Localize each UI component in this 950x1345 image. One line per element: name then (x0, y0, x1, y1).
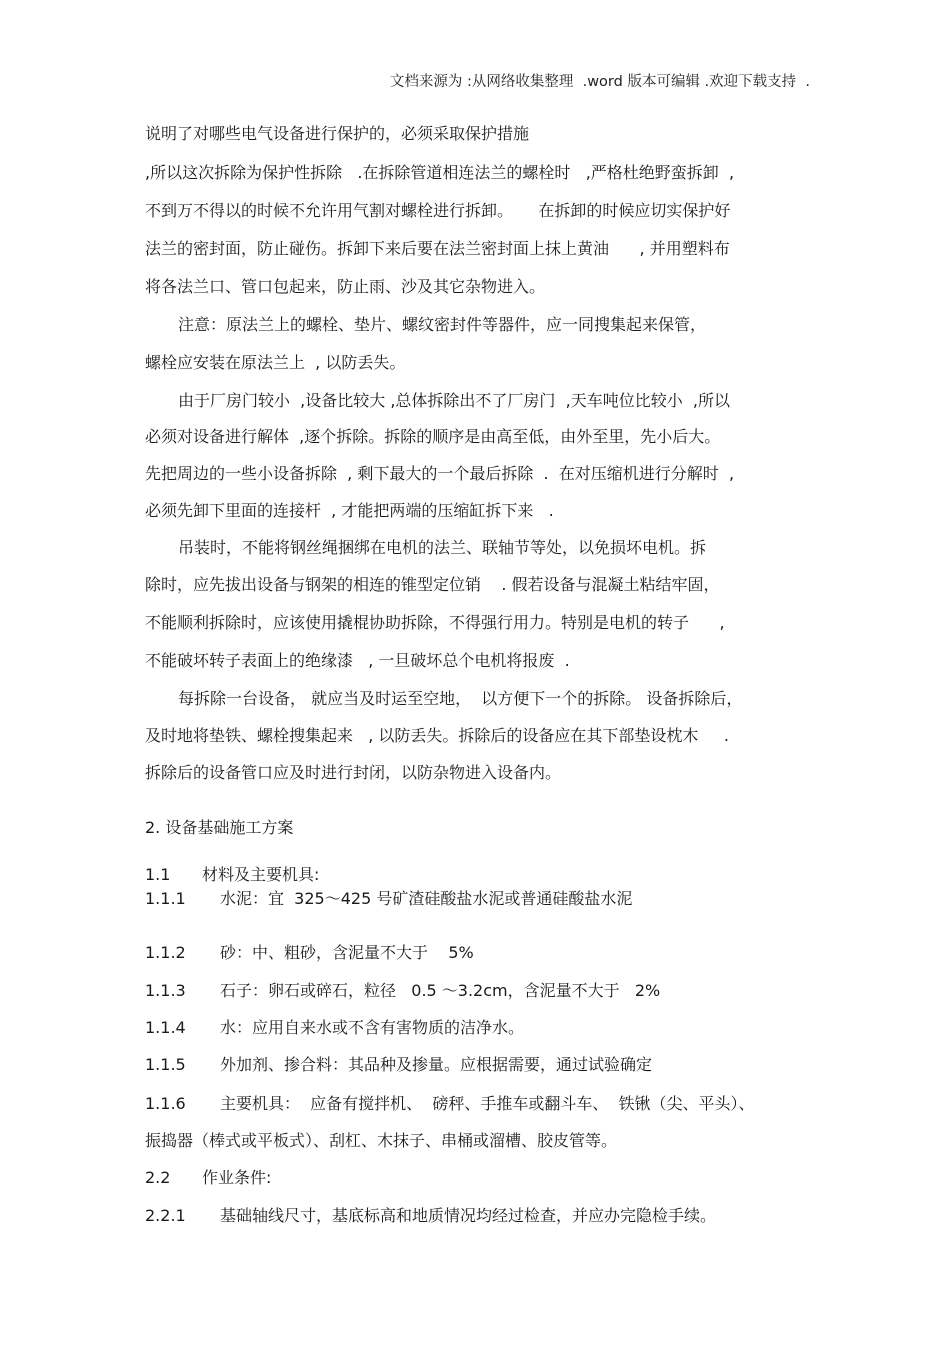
paragraph-line: 必须对设备进行解体 ,逐个拆除。拆除的顺序是由高至低，由外至里，先小后大。 (145, 427, 721, 446)
item-text: 基础轴线尺寸，基底标高和地质情况均经过检查，并应办完隐检手续。 (220, 1206, 717, 1225)
paragraph-line: 拆除后的设备管口应及时进行封闭，以防杂物进入设备内。 (145, 763, 562, 782)
paragraph-line: 将各法兰口、管口包起来，防止雨、沙及其它杂物进入。 (145, 277, 546, 296)
item-number: 1.1.2 (145, 943, 186, 962)
item-number: 1.1 (145, 865, 171, 884)
paragraph-line: 及时地将垫铁、螺栓搜集起来 , 以防丢失。拆除后的设备应在其下部垫设枕木 . (145, 726, 729, 745)
item-number: 1.1.3 (145, 981, 186, 1000)
item-text: 振捣器（棒式或平板式）、刮杠、木抹子、串桶或溜槽、胶皮管等。 (145, 1131, 618, 1150)
paragraph-line: 不能破坏转子表面上的绝缘漆 , 一旦破坏总个电机将报废 . (145, 651, 570, 670)
paragraph-line: 由于厂房门较小 ,设备比较大 ,总体拆除出不了厂房门 ,天车吨位比较小 ,所以 (178, 391, 730, 410)
paragraph-line: 不到万不得以的时候不允许用气割对螺栓进行拆卸。 在拆卸的时候应切实保护好 (145, 201, 731, 220)
paragraph-line: 必须先卸下里面的连接杆 , 才能把两端的压缩缸拆下来 . (145, 501, 554, 520)
paragraph-line: 螺栓应安装在原法兰上 , 以防丢失。 (145, 353, 406, 372)
item-text: 水泥：宜 325～425 号矿渣硅酸盐水泥或普通硅酸盐水泥 (220, 889, 633, 908)
item-number: 1.1.6 (145, 1094, 186, 1113)
item-number: 2.2 (145, 1168, 171, 1187)
item-text: 石子：卵石或碎石，粒径 0.5 ～3.2cm，含泥量不大于 2% (220, 981, 661, 1000)
paragraph-line: 每拆除一台设备， 就应当及时运至空地， 以方便下一个的拆除。 设备拆除后， (178, 689, 743, 708)
item-text: 水：应用自来水或不含有害物质的洁净水。 (220, 1018, 525, 1037)
item-text: 砂：中、粗砂，含泥量不大于 5% (220, 943, 474, 962)
paragraph-line: 说明了对哪些电气设备进行保护的，必须采取保护措施 (145, 124, 530, 143)
paragraph-line: ,所以这次拆除为保护性拆除 .在拆除管道相连法兰的螺栓时 ,严格杜绝野蛮拆卸 , (145, 163, 735, 182)
paragraph-line: 不能顺利拆除时，应该使用撬棍协助拆除，不得强行用力。特别是电机的转子 , (145, 613, 725, 632)
item-text: 材料及主要机具: (202, 865, 320, 884)
item-number: 1.1.1 (145, 889, 186, 908)
item-text: 作业条件: (202, 1168, 272, 1187)
item-text: 外加剂、掺合料：其品种及掺量。应根据需要，通过试验确定 (220, 1055, 653, 1074)
item-number: 1.1.4 (145, 1018, 186, 1037)
paragraph-line: 吊装时，不能将钢丝绳捆绑在电机的法兰、联轴节等处，以免损坏电机。拆 (178, 538, 707, 557)
paragraph-line: 先把周边的一些小设备拆除 , 剩下最大的一个最后拆除 . 在对压缩机进行分解时 , (145, 464, 735, 483)
item-number: 2.2.1 (145, 1206, 186, 1225)
paragraph-line: 法兰的密封面，防止碰伤。拆卸下来后要在法兰密封面上抹上黄油 , 并用塑料布 (145, 239, 730, 258)
paragraph-line: 注意：原法兰上的螺栓、垫片、螺纹密封件等器件，应一同搜集起来保管， (178, 315, 707, 334)
item-number: 1.1.5 (145, 1055, 186, 1074)
paragraph-line: 除时，应先拔出设备与钢架的相连的锥型定位销 . 假若设备与混凝土粘结牢固， (145, 575, 720, 594)
section-title: 2. 设备基础施工方案 (145, 818, 294, 837)
item-text: 主要机具： 应备有搅拌机、 磅秤、手推车或翻斗车、 铁锹（尖、平头）、 (220, 1094, 755, 1113)
page-header: 文档来源为 :从网络收集整理 .word 版本可编辑 .欢迎下载支持 . (389, 74, 810, 90)
